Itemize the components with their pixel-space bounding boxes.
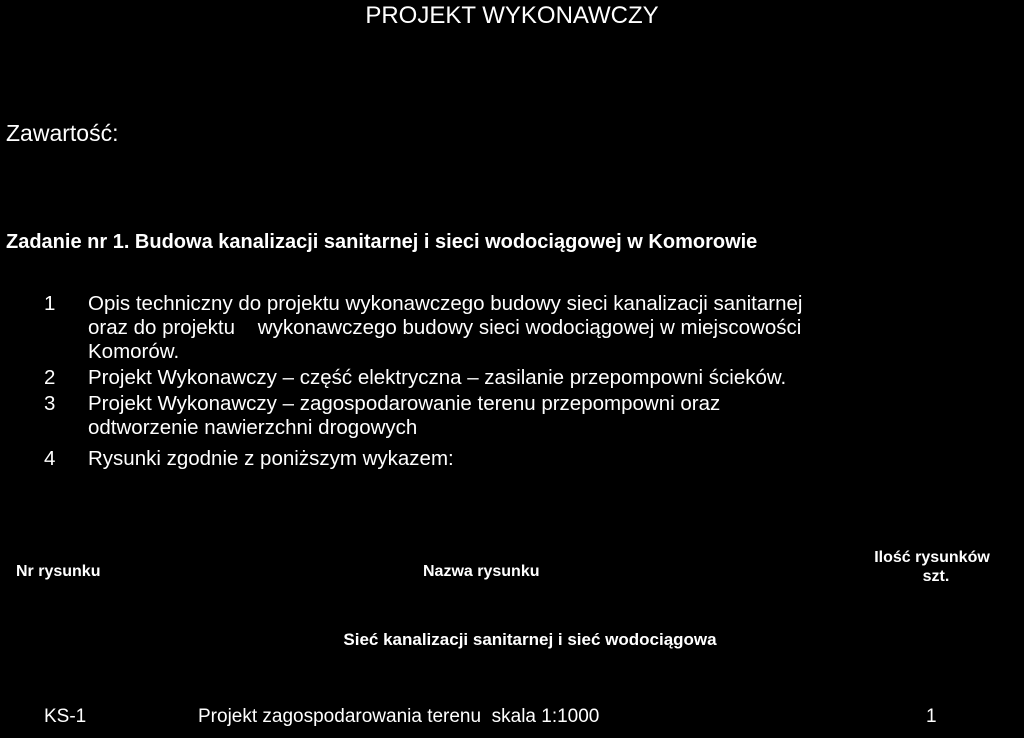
header-drawing-name: Nazwa rysunku	[423, 563, 540, 580]
document-title: PROJEKT WYKONAWCZY	[365, 2, 659, 29]
row-drawing-count: 1	[926, 706, 937, 727]
header-drawing-count-line1: Ilość rysunków	[874, 549, 990, 566]
list-item-text-line: odtworzenie nawierzchni drogowych	[88, 416, 418, 439]
list-item-number: 3	[44, 392, 56, 415]
header-drawing-no: Nr rysunku	[16, 563, 101, 580]
list-item-text-line: Projekt Wykonawczy – część elektryczna – zasilanie przepompowni ścieków.	[88, 366, 787, 389]
table-section-title: Sieć kanalizacji sanitarnej i sieć wodociągowa	[343, 630, 717, 649]
contents-label: Zawartość:	[6, 120, 119, 146]
task-heading: Zadanie nr 1. Budowa kanalizacji sanitarnej i sieci wodociągowej w Komorowie	[6, 231, 758, 253]
list-item-number: 1	[44, 292, 56, 315]
list-item-number: 2	[44, 366, 56, 389]
list-item-text-line: Rysunki zgodnie z poniższym wykazem:	[88, 447, 454, 470]
list-item-text-line: oraz do projektu wykonawczego budowy sieci wodociągowej w miejscowości	[88, 316, 802, 339]
list-item-text-line: Opis techniczny do projektu wykonawczego budowy sieci kanalizacji sanitarnej	[88, 292, 803, 315]
header-drawing-count-line2: szt.	[922, 568, 950, 585]
list-item-number: 4	[44, 447, 56, 470]
list-item-text-line: Komorów.	[88, 340, 180, 363]
list-item-text-line: Projekt Wykonawczy – zagospodarowanie terenu przepompowni oraz	[88, 392, 721, 415]
row-drawing-no: KS-1	[44, 706, 87, 727]
header-drawing-count	[842, 548, 1022, 586]
row-drawing-name: Projekt zagospodarowania terenu skala 1:1000	[198, 706, 600, 727]
